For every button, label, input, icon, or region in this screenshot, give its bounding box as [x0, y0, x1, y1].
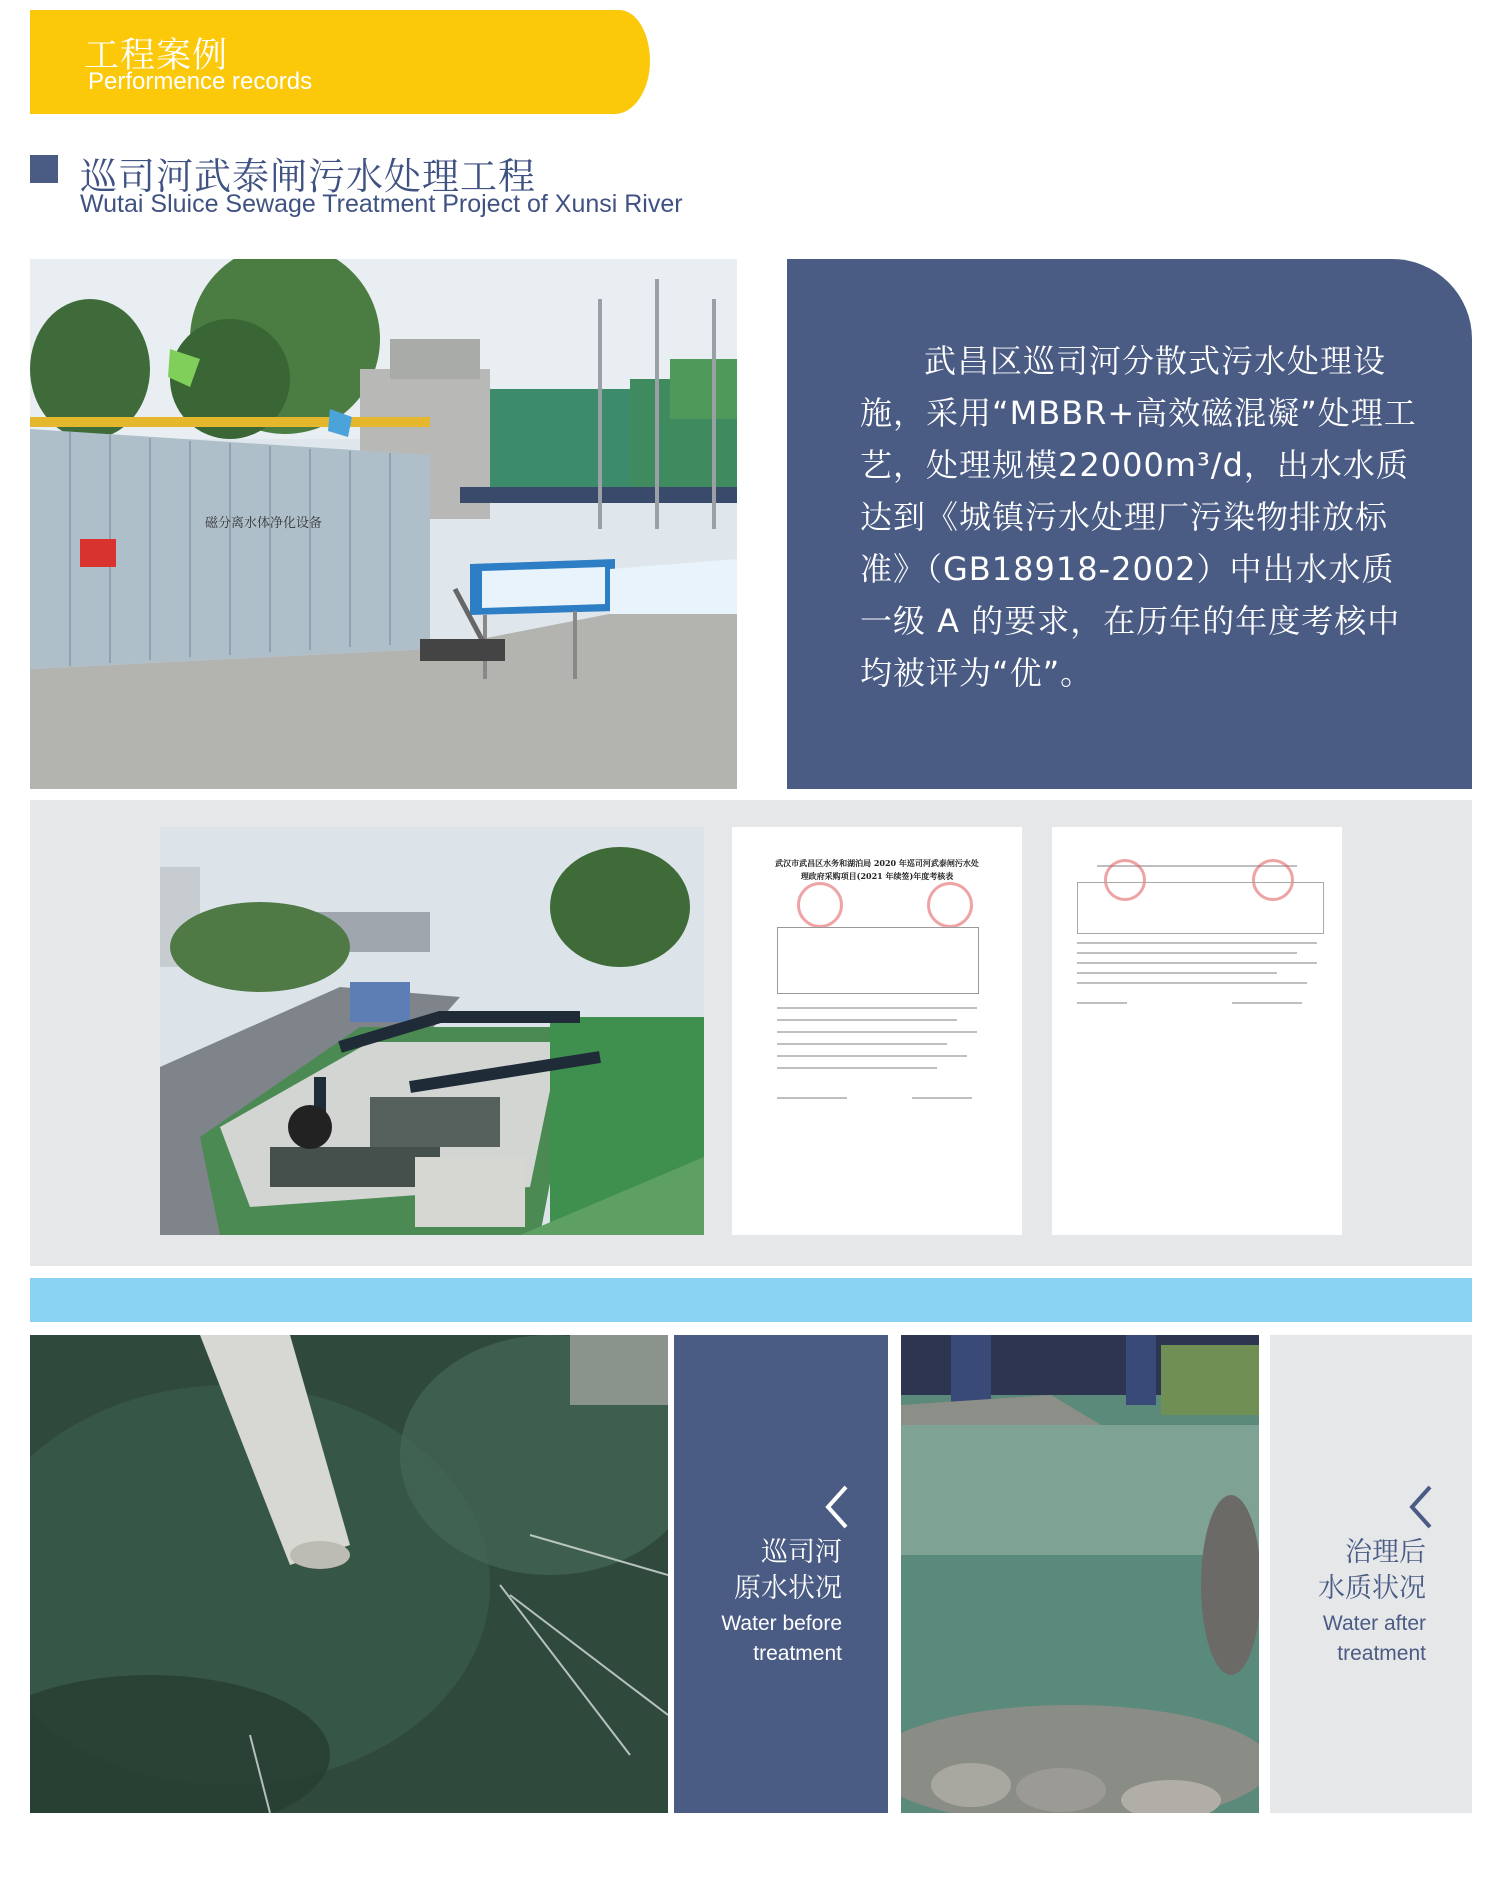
section-title-en: Performence records [88, 68, 313, 95]
after-label-en-2: treatment [1337, 1642, 1426, 1665]
after-label-cn-2: 水质状况 [1318, 1573, 1426, 1604]
document-table [777, 927, 979, 994]
project-title-cn: 巡司河武泰闸污水处理工程 [80, 155, 536, 198]
before-label-cn-2: 原水状况 [734, 1573, 842, 1604]
document-table [1077, 882, 1324, 934]
red-seal-icon [797, 882, 843, 928]
before-label-en-1: Water before [721, 1612, 842, 1635]
after-label-cn-1: 治理后 [1345, 1537, 1426, 1568]
chevron-left-icon [1406, 1485, 1436, 1529]
title-marker [30, 155, 58, 183]
facility-aerial-photo [160, 827, 704, 1235]
after-label-en-1: Water after [1322, 1612, 1426, 1635]
section-title-cn: 工程案例 [84, 36, 229, 76]
assessment-document-2 [1052, 827, 1342, 1235]
document-title: 武汉市武昌区水务和湖泊局 2020 年巡司河武泰闸污水处理政府采购项目(2021 年续签)年度考核表 [775, 858, 979, 881]
treated-water-photo [901, 1335, 1259, 1813]
before-label-cn-1: 巡司河 [761, 1537, 842, 1568]
project-description: 武昌区巡司河分散式污水处理设施，采用“MBBR+高效磁混凝”处理工艺，处理规模22000m³/d，出水水质达到《城镇污水处理厂污染物排放标准》（GB18918-2002）中出水水质一级 A 的要求，在历年的年度考核中均被评为“优”。 [860, 342, 1417, 692]
raw-water-photo [30, 1335, 668, 1813]
before-label-en-2: treatment [753, 1642, 842, 1665]
chevron-left-icon [822, 1485, 852, 1529]
red-seal-icon [927, 882, 973, 928]
project-title-en: Wutai Sluice Sewage Treatment Project of Xunsi River [80, 190, 683, 218]
site-overview-photo [30, 259, 737, 789]
after-panel [1270, 1335, 1472, 1813]
divider-bar [30, 1278, 1472, 1322]
equipment-sign-text: 磁分离水体净化设备 [205, 516, 323, 531]
before-panel [674, 1335, 888, 1813]
assessment-document-1 [732, 827, 1022, 1235]
